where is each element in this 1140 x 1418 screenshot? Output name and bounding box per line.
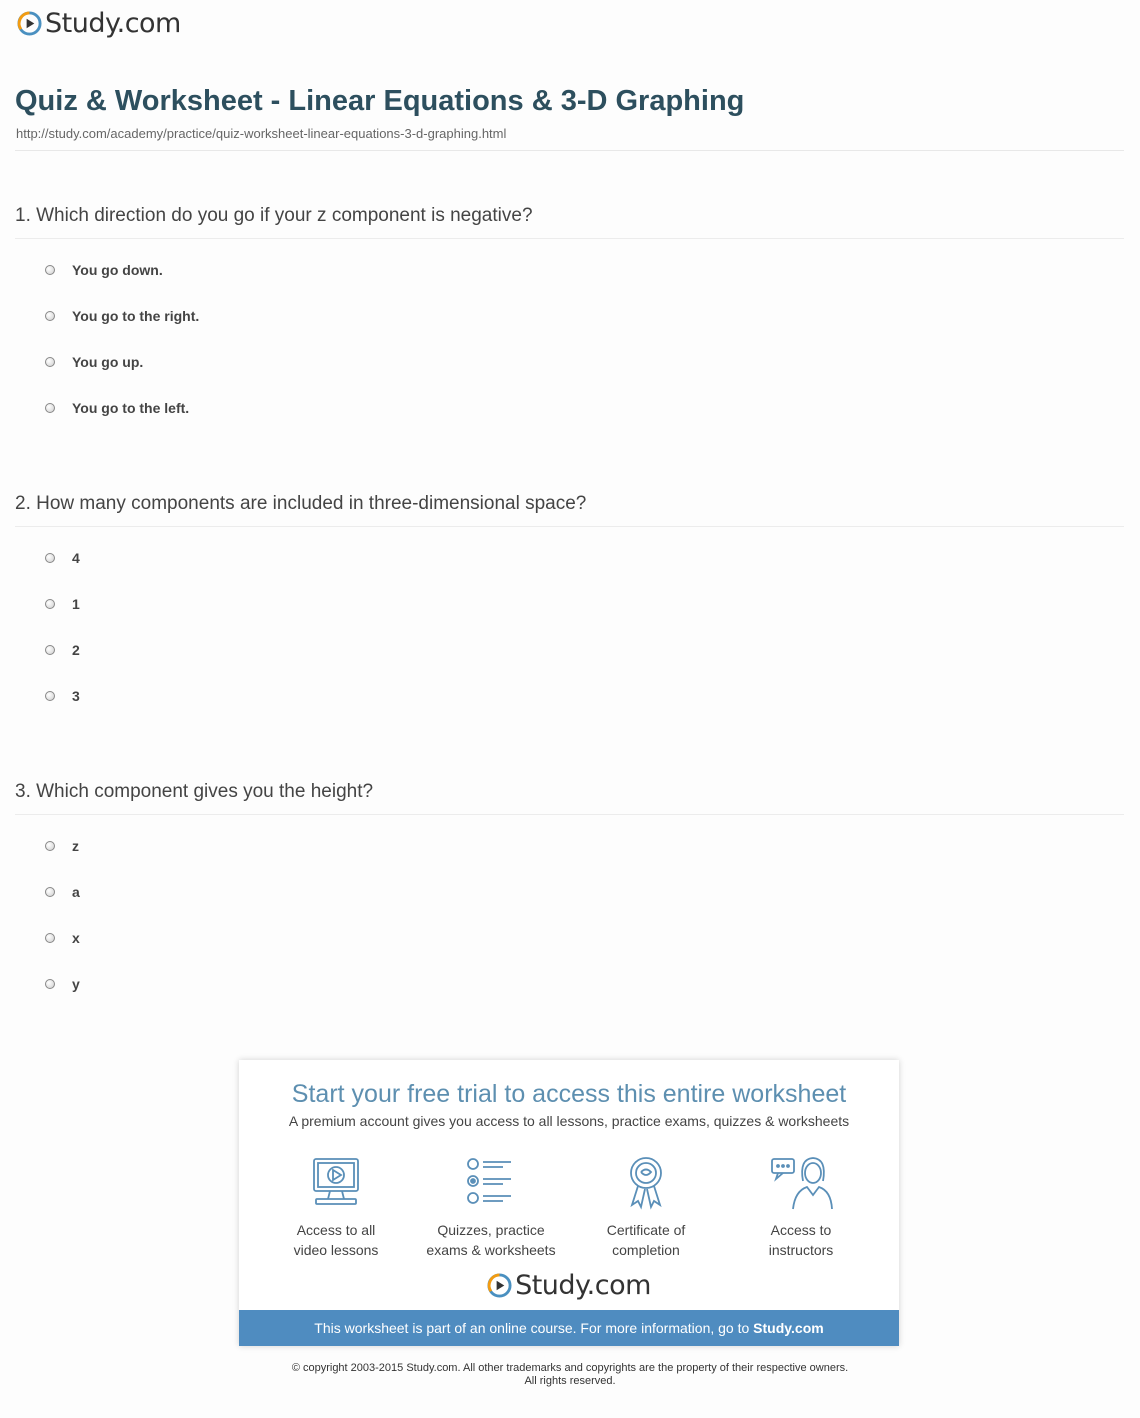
free-trial-promo	[239, 1060, 899, 1346]
question-text: 1. Which direction do you go if your z component is negative?	[15, 205, 533, 226]
option-label: You go to the left.	[72, 400, 190, 416]
answer-option[interactable]	[45, 976, 80, 992]
question-text: 3. Which component gives you the height?	[15, 781, 374, 802]
radio-button[interactable]	[45, 933, 55, 943]
page-title: Quiz & Worksheet - Linear Equations & 3-D Graphing	[15, 85, 745, 117]
logo-suffix: .com	[116, 8, 181, 39]
answer-option[interactable]	[45, 688, 80, 704]
question-3	[15, 779, 1124, 815]
radio-button[interactable]	[45, 979, 55, 989]
radio-button[interactable]	[45, 357, 55, 367]
option-label: x	[72, 930, 80, 946]
question-text: 2. How many components are included in three-dimensional space?	[15, 493, 587, 514]
option-label: z	[72, 838, 79, 854]
answer-option[interactable]	[45, 642, 80, 658]
study-logo[interactable]	[17, 10, 181, 37]
answer-option[interactable]	[45, 596, 80, 612]
question-divider	[15, 814, 1124, 815]
radio-button[interactable]	[45, 691, 55, 701]
option-label: You go up.	[72, 354, 144, 370]
radio-button[interactable]	[45, 265, 55, 275]
option-label: y	[72, 976, 80, 992]
feature-label: Quizzes, practice exams & worksheets	[426, 1222, 556, 1258]
radio-button[interactable]	[45, 553, 55, 563]
play-logo-icon	[17, 11, 42, 36]
answer-option[interactable]	[45, 838, 79, 854]
header-divider	[15, 150, 1124, 151]
feature-label: Access to instructors	[768, 1222, 834, 1258]
logo-name: Study	[515, 1270, 587, 1301]
feature-instructors	[721, 1155, 881, 1260]
option-label: 4	[72, 550, 80, 566]
option-label: 2	[72, 642, 80, 658]
copyright-line: © copyright 2003-2015 Study.com. All other trademarks and copyrights are the property of their respective owners.	[291, 1362, 849, 1374]
radio-button[interactable]	[45, 311, 55, 321]
option-label: You go down.	[72, 262, 163, 278]
answer-option[interactable]	[45, 550, 80, 566]
question-2	[15, 491, 1124, 527]
question-divider	[15, 526, 1124, 527]
logo-suffix: .com	[586, 1270, 651, 1301]
option-label: a	[72, 884, 80, 900]
instructor-icon	[769, 1155, 833, 1211]
radio-button[interactable]	[45, 599, 55, 609]
answer-option[interactable]	[45, 354, 143, 370]
feature-quizzes	[411, 1155, 571, 1260]
radio-button[interactable]	[45, 645, 55, 655]
radio-button[interactable]	[45, 403, 55, 413]
copyright-footer	[0, 1362, 1140, 1388]
answer-option[interactable]	[45, 884, 80, 900]
answer-option[interactable]	[45, 930, 80, 946]
promo-heading[interactable]: Start your free trial to access this entire worksheet	[291, 1080, 847, 1108]
radio-button[interactable]	[45, 887, 55, 897]
play-logo-icon	[487, 1273, 512, 1298]
course-info-bar	[239, 1310, 899, 1346]
feature-certificate	[566, 1155, 726, 1260]
answer-option[interactable]	[45, 308, 199, 324]
quiz-list-icon	[459, 1155, 523, 1211]
question-divider	[15, 238, 1124, 239]
option-label: 3	[72, 688, 80, 704]
rights-line: All rights reserved.	[524, 1375, 616, 1387]
promo-subheading: A premium account gives you access to all lessons, practice exams, quizzes & worksheets	[288, 1113, 850, 1129]
feature-video-lessons	[256, 1155, 416, 1260]
option-label: 1	[72, 596, 80, 612]
study-link[interactable]: Study.com	[753, 1320, 824, 1336]
logo-name: Study	[45, 8, 117, 39]
option-label: You go to the right.	[72, 308, 200, 324]
video-lesson-icon	[304, 1155, 368, 1211]
feature-label: Access to all video lessons	[293, 1222, 379, 1258]
radio-button[interactable]	[45, 841, 55, 851]
page-url: http://study.com/academy/practice/quiz-worksheet-linear-equations-3-d-graphing.html	[16, 126, 507, 141]
answer-option[interactable]	[45, 400, 189, 416]
question-1	[15, 203, 1124, 239]
certificate-icon	[614, 1155, 678, 1211]
answer-option[interactable]	[45, 262, 163, 278]
feature-label: Certificate of completion	[606, 1222, 686, 1258]
promo-study-logo[interactable]	[239, 1272, 899, 1299]
course-info-text: This worksheet is part of an online course. For more information, go to	[314, 1320, 754, 1336]
